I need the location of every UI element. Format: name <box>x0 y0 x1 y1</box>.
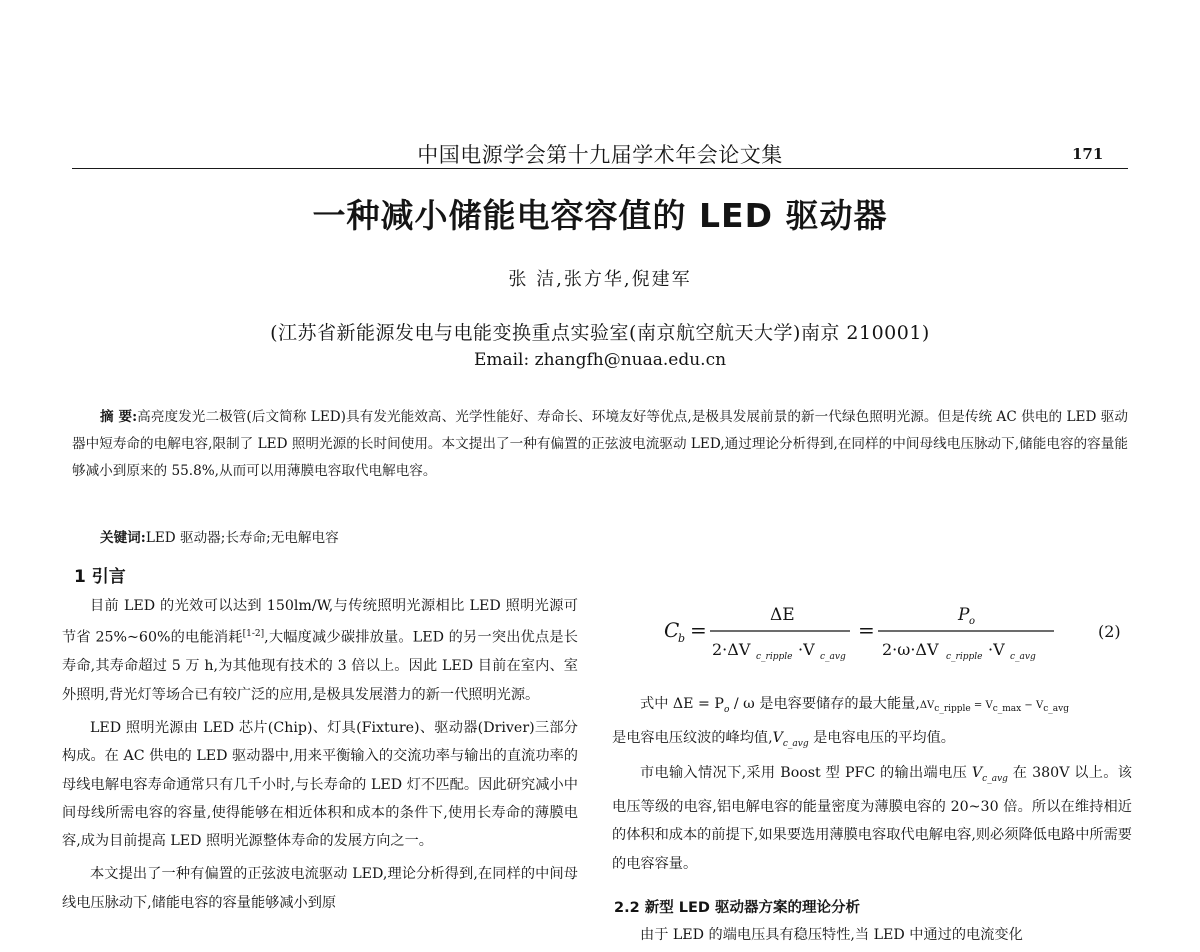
intro-paragraph-2: LED 照明光源由 LED 芯片(Chip)、灯具(Fixture)、驱动器(Driver)三部分构成。在 AC 供电的 LED 驱动器中,用来平衡输入的交流功率与输出的直流功率的母线电解电容寿命通常只有几千小时,与长寿命的 LED 灯不匹配。因此研究减小中间母线所需电容的容量,使得能够在相近体积和成本的条件下,使用长寿命的薄膜电容,成为目前提高 LED 照明光源整体寿命的发展方向之一。 <box>62 719 578 850</box>
intro-p1-text-b: ,大幅度减少碳排放量。LED 的另一突出优点是长寿命,其寿命超过 5 万 h,为其他现有技术的 3 倍以上。因此 LED 目前在室内、室外照明,背光灯等场合已有较广泛的应用,是极具发展潜力的新一代照明光源。 <box>62 630 578 703</box>
right-p2-a: 市电输入情况下,采用 Boost 型 PFC 的输出端电压 <box>640 764 972 781</box>
section-2-2-heading: 2.2 新型 LED 驱动器方案的理论分析 <box>614 900 861 916</box>
equation-definitions <box>612 690 1132 724</box>
eq-num1: ΔE <box>770 605 795 625</box>
def-sub-o: o <box>723 704 730 715</box>
ripple-formula-eq: = V <box>970 700 993 711</box>
eq-equals-2: = <box>858 618 875 642</box>
equation-definitions-2 <box>612 724 1132 758</box>
keywords-label: 关键词: <box>100 530 146 546</box>
eq-num2-sub: o <box>969 616 976 627</box>
eq-den2-sub: c_ripple <box>946 652 983 662</box>
header-rule <box>72 168 1128 169</box>
equation-number: (2) <box>1098 622 1121 641</box>
ripple-formula-sub-max: c_max <box>992 704 1022 714</box>
keywords-text: LED 驱动器;长寿命;无电解电容 <box>145 530 339 546</box>
keywords <box>100 526 339 546</box>
abstract-text: 高亮度发光二极管(后文简称 LED)具有发光能效高、光学性能好、寿命长、环境友好等优点,是极具发展前景的新一代绿色照明光源。但是传统 AC 供电的 LED 驱动器中短寿命的电解电容,限制了 LED 照明光源的长时间使用。本文提出了一种有偏置的正弦波电流驱动 LED,通过理论分析得到,在同样的中间母线电压脉动下,储能电容的容量能够减小到原来的 55.8%,从而可以用薄膜电容取代电解电容。 <box>72 409 1128 479</box>
ripple-formula-v: ΔV <box>919 700 935 711</box>
intro-paragraph-3: 本文提出了一种有偏置的正弦波电流驱动 LED,理论分析得到,在同样的中间母线电压脉动下,储能电容的容量能够减小到原 <box>62 866 578 911</box>
def-v-sub: c_avg <box>782 739 809 750</box>
right-p2-b: 在 380V 以上。该电压等级的电容,铝电解电容的能量密度为薄膜电容的 20~30 倍。所以在维持相近的体积和成本的前提下,如果要选用薄膜电容取代电解电容,则必须降低电路中所需要的电容容量。 <box>612 764 1132 872</box>
def-b: / ω 是电容要储存的最大能量, <box>729 696 920 712</box>
left-column <box>62 592 578 922</box>
intro-p1-text-a: 目前 LED 的光效可以达到 150lm/W,与传统照明光源相比 LED 照明光源可节省 25%~60%的电能消耗 <box>62 598 578 647</box>
right-paragraph-2 <box>612 759 1132 879</box>
equation-2 <box>612 600 1142 662</box>
email: Email: zhangfh@nuaa.edu.cn <box>473 350 727 370</box>
citation: [1-2] <box>242 629 265 640</box>
def-a: 式中 ΔE = P <box>640 696 724 712</box>
def-c: 是电容电压纹波的峰均值, <box>612 730 773 747</box>
right-paragraph-3: 由于 LED 的端电压具有稳压特性,当 LED 中通过的电流变化 <box>640 927 1023 943</box>
ripple-formula <box>919 700 1069 714</box>
eq-lhs-sub: b <box>678 632 686 645</box>
paper-title: 一种减小储能电容容值的 LED 驱动器 <box>312 196 888 235</box>
eq-den2-mid: ·V <box>988 640 1005 659</box>
def-d: 是电容电压的平均值。 <box>808 730 955 747</box>
abstract <box>72 404 1128 485</box>
ripple-formula-minus: − V <box>1021 700 1044 711</box>
eq-den2: 2·ω·ΔV <box>882 640 939 659</box>
affiliation: (江苏省新能源发电与电能变换重点实验室(南京航空航天大学)南京 210001) <box>270 322 930 344</box>
eq-den1-mid: ·V <box>798 640 815 659</box>
eq-den1-sub2: c_avg <box>820 652 846 662</box>
section-1-heading: 1 引言 <box>74 567 126 587</box>
eq-equals-1: = <box>690 618 707 642</box>
authors: 张 洁,张方华,倪建军 <box>508 269 692 290</box>
right-column <box>612 690 1132 878</box>
right-p2-v: V <box>971 764 983 781</box>
intro-paragraph-1 <box>62 592 578 709</box>
eq-num2: P <box>958 605 970 625</box>
abstract-label: 摘 要: <box>100 409 138 425</box>
def-v: V <box>772 730 783 747</box>
right-p2-v-sub: c_avg <box>982 773 1008 784</box>
eq-lhs: C <box>664 618 680 642</box>
page-number: 171 <box>1072 145 1104 163</box>
running-header: 中国电源学会第十九届学术年会论文集 <box>417 143 783 167</box>
eq-den2-sub2: c_avg <box>1010 652 1036 662</box>
ripple-formula-sub-avg: c_avg <box>1043 704 1069 714</box>
eq-den1-sub: c_ripple <box>756 652 793 662</box>
ripple-formula-sub: c_ripple <box>934 704 971 714</box>
eq-den1: 2·ΔV <box>712 640 751 659</box>
